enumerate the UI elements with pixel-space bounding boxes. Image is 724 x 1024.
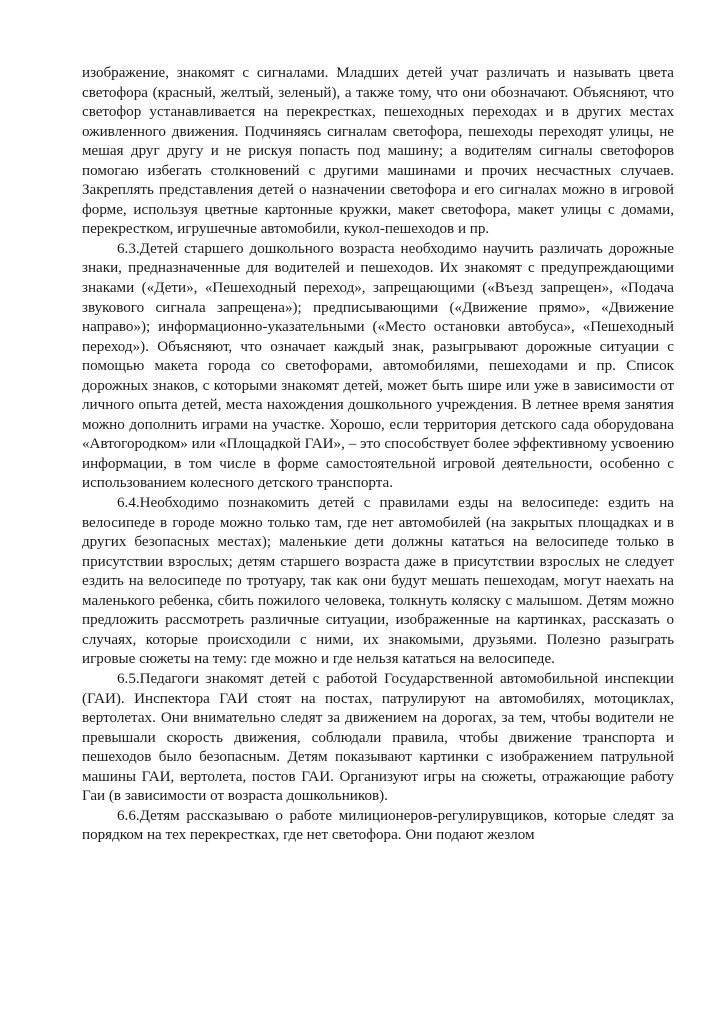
- paragraph-6-5: 6.5.Педагоги знакомят детей с работой Государственной автомобильной инспекции (ГАИ). Инспектора ГАИ стоят на постах, патрулируют на автомобилях, мотоциклах, вертолетах. Они внимательно следят за движением на дорогах, за тем, чтобы водители не превышали скорость движения, соблюдали правила, чтобы движение транспорта и пешеходов было безопасным. Детям показывают картинки с изображением патрульной машины ГАИ, вертолета, постов ГАИ. Организуют игры на сюжеты, отражающие работу Гаи (в зависимости от возраста дошкольников).: [82, 670, 674, 805]
- paragraph-6-6: 6.6.Детям рассказываю о работе милиционеров-регулирувщиков, которые следят за порядком на тех перекрестках, где нет светофора. Они подают жезлом: [82, 807, 674, 844]
- paragraph-continuation: изображение, знакомят с сигналами. Младших детей учат различать и называть цвета светофора (красный, желтый, зеленый), а также тому, что они обозначают. Объясняют, что светофор устанавливается на перекрестках, пешеходных переходах и в других местах оживленного движения. Подчиняясь сигналам светофора, пешеходы переходят улицы, не мешая друг другу и не рискуя попасть под машину; а водителям сигналы светофоров помогаю избегать столкновений с другими машинами и прочих несчастных случаев. Закреплять представления детей о назначении светофора и его сигналах можно в игровой форме, используя цветные картонные кружки, макет светофора, макет улицы с домами, перекрестком, игрушечные автомобили, кукол-пешеходов и пр.: [82, 65, 674, 238]
- paragraph-6-3: 6.3.Детей старшего дошкольного возраста необходимо научить различать дорожные знаки, предназначенные для водителей и пешеходов. Их знакомят с предупреждающими знаками («Дети», «Пешеходный переход», запрещающими («Въезд запрещен», «Подача звукового сигнала запрещена»); предписывающими («Движение прямо», «Движение направо»); информационно-указательными («Место остановки автобуса», «Пешеходный переход»). Объясняют, что означает каждый знак, разыгрывают дорожные ситуации с помощью макета города со светофорами, автомобилями, пешеходами и пр. Список дорожных знаков, с которыми знакомят детей, может быть шире или уже в зависимости от личного опыта детей, места нахождения дошкольного учреждения. В летнее время занятия можно дополнить играми на участке. Хорошо, если территория детского сада оборудована «Автогородком» или «Площадкой ГАИ», – это способствует более эффективному усвоению информации, в том числе в форме самостоятельной игровой деятельности, особенно с использованием колесного детского транспорта.: [82, 240, 674, 492]
- paragraph-6-4: 6.4.Необходимо познакомить детей с правилами езды на велосипеде: ездить на велосипеде в городе можно только там, где нет автомобилей (на закрытых площадках и в других безопасных местах); маленькие дети должны кататься на велосипеде только в присутствии взрослых; детям старшего возраста даже в присутствии взрослых не следует ездить на велосипеде по тротуару, так как они будут мешать пешеходам, могут наехать на маленького ребенка, сбить пожилого человека, толкнуть коляску с малышом. Детям можно предложить рассмотреть различные ситуации, изображенные на картинках, рассказать о случаях, которые происходили с ними, их знакомыми, друзьями. Полезно разыграть игровые сюжеты на тему: где можно и где нельзя кататься на велосипеде.: [82, 495, 674, 668]
- document-page: [82, 64, 674, 846]
